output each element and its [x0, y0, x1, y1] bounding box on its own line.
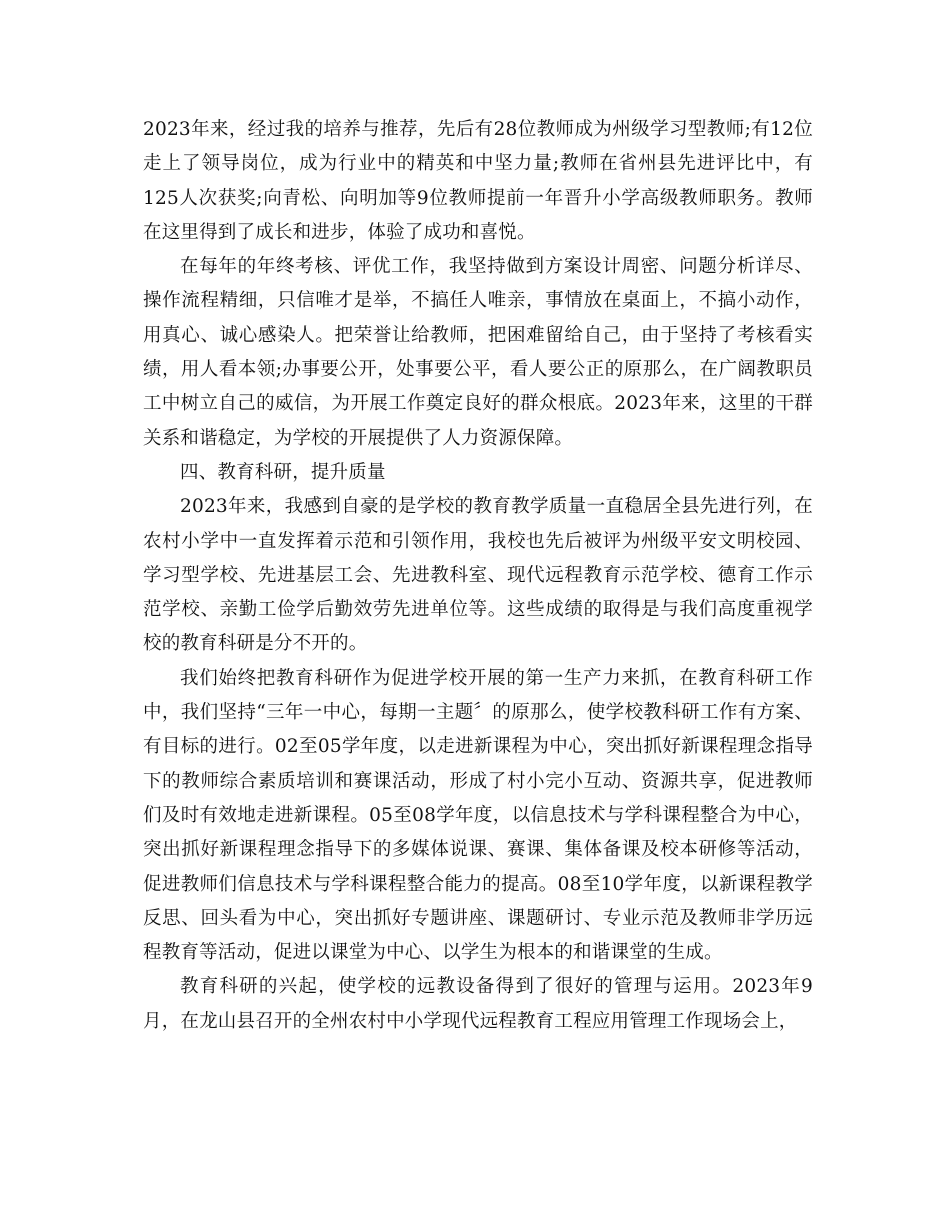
document-body [143, 113, 813, 1039]
paragraph-teacher-growth: 2023年来，经过我的培养与推荐，先后有28位教师成为州级学习型教师;有12位走上了领导岗位，成为行业中的精英和中坚力量;教师在省州县先进评比中，有125人次获奖;向青松、向明加等9位教师提前一年晋升小学高级教师职务。教师在这里得到了成长和进步，体验了成功和喜悦。 [143, 119, 813, 243]
paragraph-research-strategy: 我们始终把教育科研作为促进学校开展的第一生产力来抓，在教育科研工作中，我们坚持“三年一中心，每期一主题〞的原那么，使学校教科研工作有方案、有目标的进行。02至05学年度，以走进新课程为中心，突出抓好新课程理念指导下的教师综合素质培训和赛课活动，形成了村小完小互动、资源共享，促进教师们及时有效地走进新课程。05至08学年度，以信息技术与学科课程整合为中心，突出抓好新课程理念指导下的多媒体说课、赛课、集体备课及校本研修等活动，促进教师们信息技术与学科课程整合能力的提高。08至10学年度，以新课程教学反思、回头看为中心，突出抓好专题讲座、课题研讨、专业示范及教师非学历远程教育等活动，促进以课堂为中心、以学生为根本的和谐课堂的生成。 [143, 667, 813, 964]
paragraph-school-achievements: 2023年来，我感到自豪的是学校的教育教学质量一直稳居全县先进行列，在农村小学中一直发挥着示范和引领作用，我校也先后被评为州级平安文明校园、学习型学校、先进基层工会、先进教科室、现代远程教育示范学校、德育工作示范学校、亲勤工俭学后勤效劳先进单位等。这些成绩的取得是与我们高度重视学校的教育科研是分不开的。 [143, 496, 813, 655]
section-heading-education-research: 四、教育科研，提升质量 [180, 461, 386, 483]
paragraph-assessment-work: 在每年的年终考核、评优工作，我坚持做到方案设计周密、问题分析详尽、操作流程精细，只信唯才是举，不搞任人唯亲，事情放在桌面上，不搞小动作，用真心、诚心感染人。把荣誉让给教师，把困难留给自己，由于坚持了考核看实绩，用人看本领;办事要公开，处事要公平，看人要公正的原那么，在广阔教职员工中树立自己的威信，为开展工作奠定良好的群众根底。2023年来，这里的干群关系和谐稳定，为学校的开展提供了人力资源保障。 [143, 256, 813, 449]
paragraph-distance-education: 教育科研的兴起，使学校的远教设备得到了很好的管理与运用。2023年9月，在龙山县召开的全州农村中小学现代远程教育工程应用管理工作现场会上， [143, 976, 813, 1032]
